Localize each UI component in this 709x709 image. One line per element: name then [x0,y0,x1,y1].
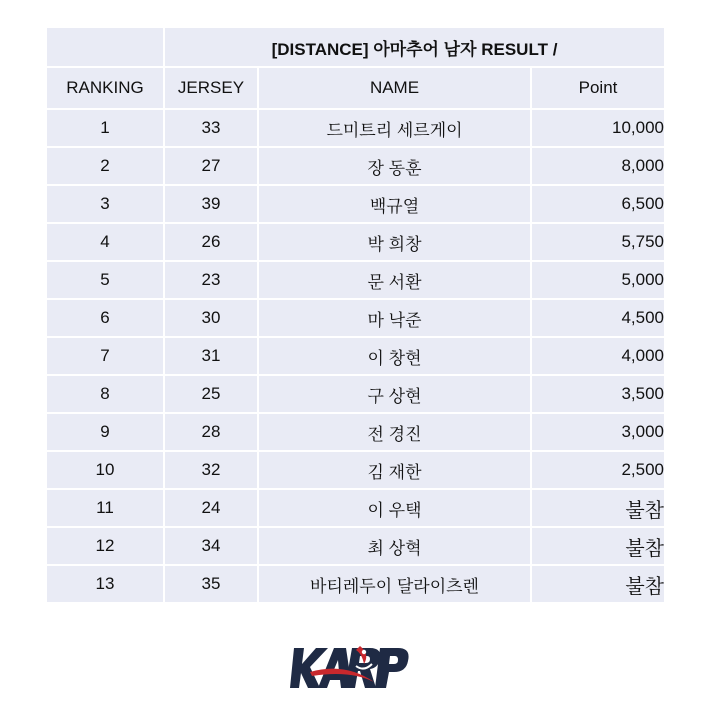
point-cell: 6,500 [531,185,665,223]
point-cell: 3,500 [531,375,665,413]
name-cell: 문 서환 [258,261,531,299]
jersey-cell: 23 [164,261,258,299]
ranking-cell: 3 [46,185,164,223]
table-row [46,299,665,337]
karp-logo-icon [290,642,415,694]
jersey-cell: 35 [164,565,258,603]
table-row [46,527,665,565]
table-row [46,147,665,185]
ranking-cell: 2 [46,147,164,185]
jersey-cell: 34 [164,527,258,565]
name-cell: 마 낙준 [258,299,531,337]
name-cell: 박 희창 [258,223,531,261]
name-cell: 구 상현 [258,375,531,413]
point-cell: 불참 [531,489,665,527]
table-row [46,261,665,299]
jersey-cell: 25 [164,375,258,413]
title-row [46,27,665,67]
name-cell: 드미트리 세르게이 [258,109,531,147]
point-cell: 2,500 [531,451,665,489]
header-row [46,67,665,109]
header-jersey: JERSEY [164,67,258,109]
ranking-cell: 7 [46,337,164,375]
table-row [46,413,665,451]
table-row [46,185,665,223]
jersey-cell: 39 [164,185,258,223]
point-cell: 4,500 [531,299,665,337]
table-title: [DISTANCE] 아마추어 남자 RESULT / [164,27,665,67]
name-cell: 최 상혁 [258,527,531,565]
ranking-cell: 1 [46,109,164,147]
results-table [45,26,666,604]
title-blank-cell [46,27,164,67]
name-cell: 전 경진 [258,413,531,451]
table-row [46,337,665,375]
point-cell: 3,000 [531,413,665,451]
header-name: NAME [258,67,531,109]
table-row [46,565,665,603]
results-rows [46,109,665,603]
table-row [46,109,665,147]
ranking-cell: 13 [46,565,164,603]
name-cell: 이 창현 [258,337,531,375]
name-cell: 장 동훈 [258,147,531,185]
table-row [46,451,665,489]
table-row [46,489,665,527]
table-row [46,375,665,413]
jersey-cell: 32 [164,451,258,489]
point-cell: 5,000 [531,261,665,299]
point-cell: 불참 [531,527,665,565]
header-ranking: RANKING [46,67,164,109]
table-row [46,223,665,261]
jersey-cell: 24 [164,489,258,527]
ranking-cell: 8 [46,375,164,413]
ranking-cell: 6 [46,299,164,337]
ranking-cell: 11 [46,489,164,527]
jersey-cell: 33 [164,109,258,147]
point-cell: 10,000 [531,109,665,147]
name-cell: 김 재한 [258,451,531,489]
name-cell: 이 우택 [258,489,531,527]
jersey-cell: 30 [164,299,258,337]
point-cell: 4,000 [531,337,665,375]
name-cell: 백규열 [258,185,531,223]
point-cell: 불참 [531,565,665,603]
point-cell: 8,000 [531,147,665,185]
ranking-cell: 4 [46,223,164,261]
ranking-cell: 10 [46,451,164,489]
jersey-cell: 26 [164,223,258,261]
point-cell: 5,750 [531,223,665,261]
ranking-cell: 9 [46,413,164,451]
jersey-cell: 28 [164,413,258,451]
name-cell: 바티레두이 달라이츠렌 [258,565,531,603]
jersey-cell: 27 [164,147,258,185]
header-point: Point [531,67,665,109]
jersey-cell: 31 [164,337,258,375]
ranking-cell: 12 [46,527,164,565]
ranking-cell: 5 [46,261,164,299]
